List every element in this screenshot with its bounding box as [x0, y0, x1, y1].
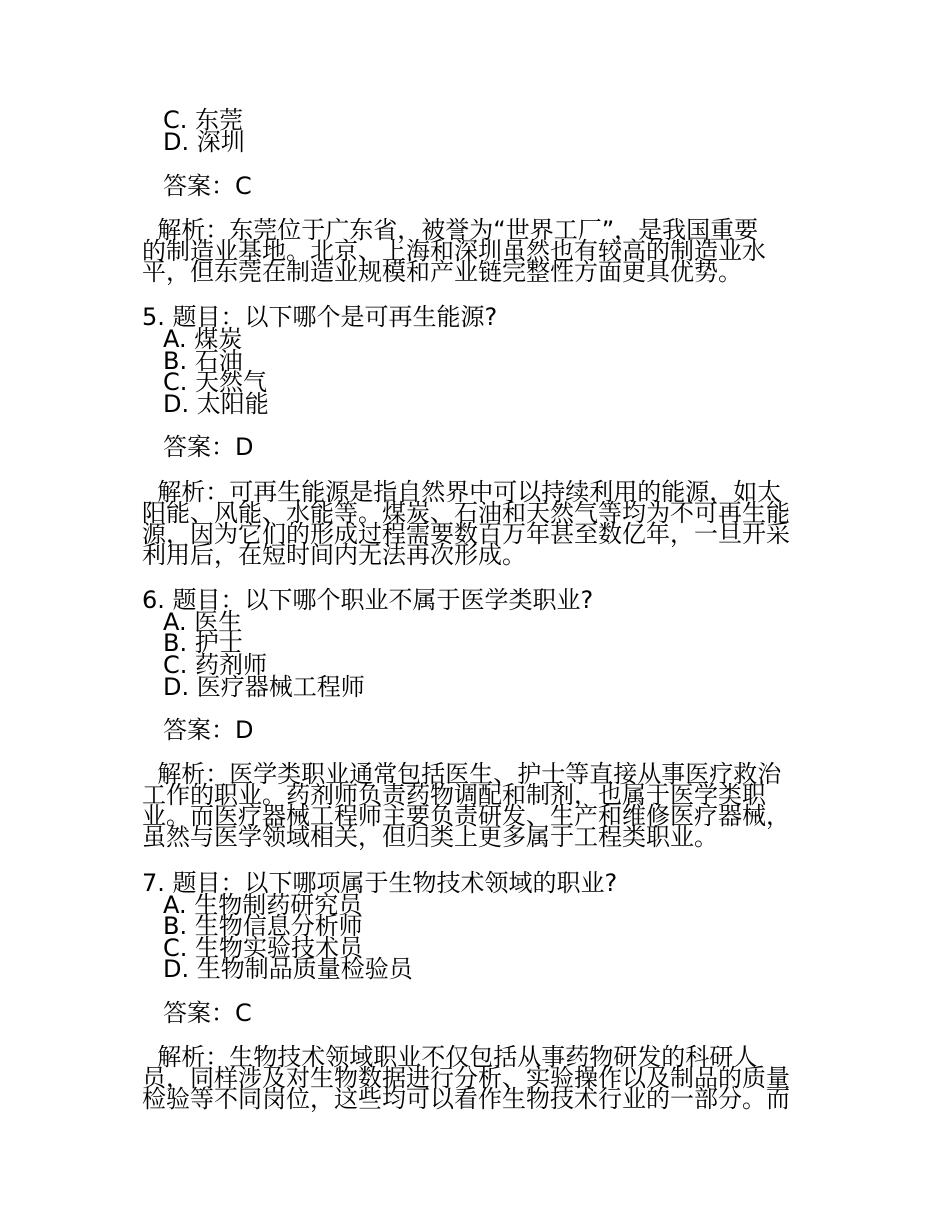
option-d: D. 医疗器械工程师: [163, 673, 365, 701]
analysis-line: 虽然与医学领域相关，但归类上更多属于工程类职业。: [142, 823, 718, 851]
option-d: D. 深圳: [163, 128, 245, 156]
analysis-line: 工作的职业。药剂师负责药物调配和制剂，也属于医学类职: [142, 781, 766, 809]
option-a: A. 生物制药研究员: [163, 891, 363, 919]
analysis-paragraph: [142, 1043, 810, 1113]
option-c: C. 天然气: [163, 368, 268, 396]
analysis-line: 检验等不同岗位，这些均可以看作生物技术行业的一部分。而: [142, 1085, 790, 1113]
answer: 答案：D: [163, 433, 254, 461]
option-d: D. 生物制品质量检验员: [163, 955, 413, 983]
option-b: B. 生物信息分析师: [163, 912, 363, 940]
option-d: D. 太阳能: [163, 390, 269, 418]
analysis-paragraph: [142, 216, 810, 286]
option-b: B. 护士: [163, 629, 243, 657]
analysis-line: 解析：医学类职业通常包括医生、护士等直接从事医疗救治: [142, 760, 782, 788]
analysis-line: 阳能、风能、水能等。煤炭、石油和天然气等均为不可再生能: [142, 499, 790, 527]
analysis-line: 的制造业基地。北京、上海和深圳虽然也有较高的制造业水: [142, 237, 766, 265]
analysis-line: 平，但东莞在制造业规模和产业链完整性方面更具优势。: [142, 258, 742, 286]
analysis-paragraph: [142, 760, 810, 851]
option-a: A. 医生: [163, 608, 243, 636]
analysis-line: 源，因为它们的形成过程需要数百万年甚至数亿年，一旦开采: [142, 520, 790, 548]
option-b: B. 石油: [163, 347, 243, 375]
analysis-line: 利用后，在短时间内无法再次形成。: [142, 541, 526, 569]
answer: 答案：C: [163, 999, 252, 1027]
option-c: C. 药剂师: [163, 651, 268, 679]
option-c: C. 生物实验技术员: [163, 934, 364, 962]
analysis-line: 员，同样涉及对生物数据进行分析、实验操作以及制品的质量: [142, 1064, 790, 1092]
analysis-line: 解析：生物技术领域职业不仅包括从事药物研发的科研人: [142, 1043, 758, 1071]
analysis-line: 解析：可再生能源是指自然界中可以持续利用的能源，如太: [142, 478, 782, 506]
analysis-paragraph: [142, 478, 810, 569]
question-title: 5. 题目：以下哪个是可再生能源?: [142, 303, 498, 331]
option-a: A. 煤炭: [163, 325, 243, 353]
option-c: C. 东莞: [163, 106, 244, 134]
question-title: 6. 题目：以下哪个职业不属于医学类职业?: [142, 586, 594, 614]
answer: 答案：D: [163, 716, 254, 744]
question-title: 7. 题目：以下哪项属于生物技术领域的职业?: [142, 869, 618, 897]
answer: 答案：C: [163, 172, 252, 200]
analysis-line: 业。而医疗器械工程师主要负责研发、生产和维修医疗器械，: [142, 802, 790, 830]
analysis-line: 解析：东莞位于广东省，被誉为“世界工厂”，是我国重要: [142, 216, 759, 244]
